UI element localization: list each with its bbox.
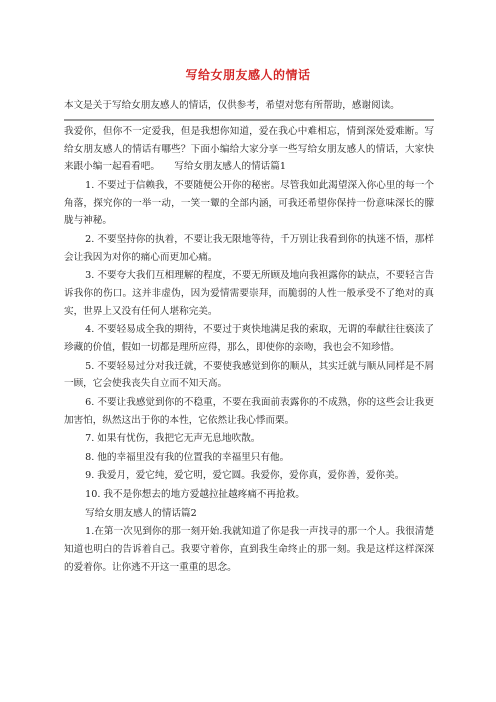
list-item: 10. 我不是你想去的地方爱越拉扯越疼痛不再抢救。 [85, 488, 305, 500]
list-item: 9. 我爱月，爱它纯，爱它明，爱它圆。我爱你，爱你真，爱你善，爱你美。 [85, 470, 405, 482]
list-item: 1.在第一次见到你的那一刻开始.我就知道了你是我一声找寻的那一个人。我很清楚知道也明白的告诉着自己。我要守着你，直到我生命终止的那一刻。我是这样这样深深的爱着你。让你逃不开这一重重的思念。 [64, 526, 434, 573]
list-item: 3. 不要夸大我们互相理解的程度，不要无所顾及地向我袒露你的缺点，不要轻言告诉我你的伤口。这并非虚伪，因为爱情需要崇拜，而脆弱的人性一般承受不了绝对的真实，世界上又没有任何人堪称完美。 [64, 270, 434, 317]
list-item: 8. 他的幸福里没有我的位置我的幸福里只有他。 [85, 451, 290, 463]
document-body [64, 123, 434, 577]
intro-text: 本文是关于写给女朋友感人的情话，仅供参考，希望对您有所帮助，感谢阅读。 [64, 100, 400, 111]
list-item: 6. 不要让我感觉到你的不稳重，不要在我面前表露你的不成熟，你的这些会让我更加害怕，纵然这出于你的本性，它依然让我心悸而栗。 [64, 396, 434, 426]
section-heading: 写给女朋友感人的情话篇2 [85, 507, 197, 519]
list-item: 2. 不要坚持你的执着，不要让我无限地等待，千万别让我看到你的执迷不悟，那样会让我因为对你的痛心而更加心痛。 [64, 234, 434, 263]
list-item: 7. 如果有忧伤，我把它无声无息地吹散。 [85, 433, 261, 445]
list-item: 5. 不要轻易过分对我迁就，不要使我感觉到你的顺从，其实迁就与顺从同样是不屑一顾，它会使我丧失自立而不知天高。 [64, 360, 434, 390]
list-item: 1. 不要过于信赖我，不要随便公开你的秘密。尽管我如此渴望深入你心里的每一个角落，探究你的一举一动，一笑一颦的全部内涵，可我还希望你保持一份意味深长的朦胧与神秘。 [64, 180, 434, 227]
list-item: 4. 不要轻易成全我的期待，不要过于爽快地满足我的索取，无谓的奉献往往亵渎了珍藏的价值，假如一切都是理所应得，那么，即使你的亲吻，我也会不知珍惜。 [64, 324, 434, 353]
document-title: 写给女朋友感人的情话 [185, 68, 311, 82]
opening-paragraph: 我爱你，但你不一定爱我，但是我想你知道，爱在我心中难相忘，情到深处爱难断。写给女朋友感人的情话有哪些？下面小编给大家分享一些写给女朋友感人的情话，大家快来跟小编一起看看吧。 写给女朋友感人的情话篇1 [64, 126, 434, 173]
divider [64, 119, 434, 121]
